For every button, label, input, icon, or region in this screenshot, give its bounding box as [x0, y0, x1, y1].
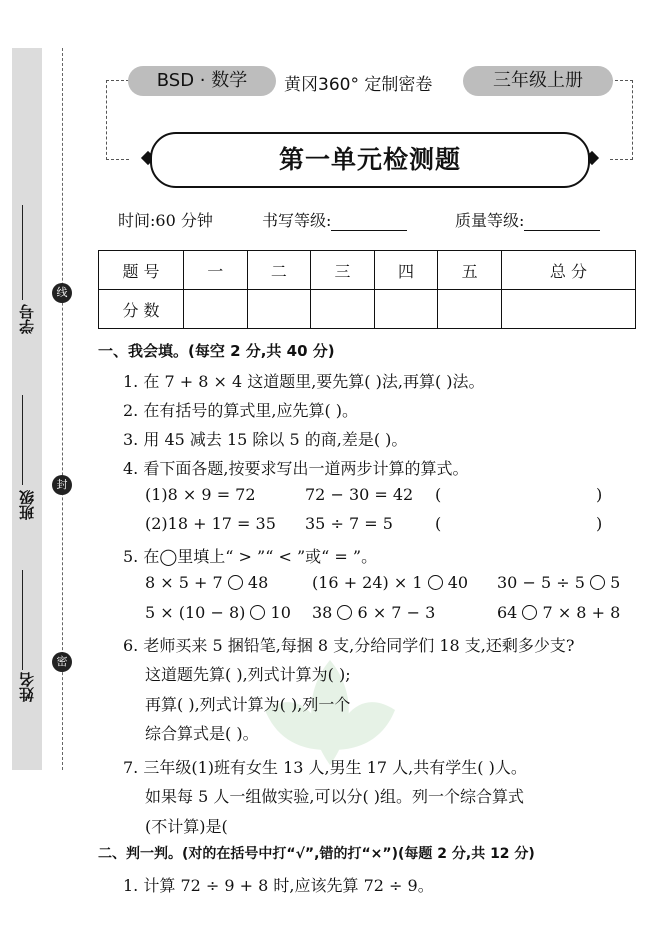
- score-table: [98, 250, 636, 329]
- compare-item: [497, 603, 620, 622]
- score-cell[interactable]: [311, 290, 375, 329]
- section1-title: 一、我会填。(每空 2 分,共 40 分): [98, 342, 335, 360]
- compare-circle[interactable]: [522, 605, 537, 620]
- compare-item: [497, 573, 620, 592]
- compare-left: 38: [312, 603, 333, 622]
- compare-circle[interactable]: [228, 575, 243, 590]
- time-info: 时间:60 分钟: [118, 211, 213, 230]
- compare-left: 8 × 5 + 7: [145, 573, 223, 592]
- page-title: 第一单元检测题: [150, 132, 590, 188]
- name-label: 姓名: [18, 672, 36, 702]
- compare-item: [312, 603, 435, 622]
- score-header-cell: 四: [374, 251, 438, 290]
- seal-mi: 密: [52, 652, 72, 672]
- q1-4-2a: (2)18 + 17 = 35: [145, 514, 276, 533]
- brand-text: 黄冈360° 定制密卷: [284, 75, 433, 95]
- q1-6-line1: 6. 老师买来 5 捆铅笔,每捆 8 支,分给同学们 18 支,还剩多少支?: [123, 636, 575, 655]
- score-header-cell: 三: [311, 251, 375, 290]
- writing-grade: [262, 208, 407, 231]
- binding-strip: [12, 48, 42, 770]
- grade-pill: 三年级上册: [463, 66, 613, 96]
- score-header-cell: 题 号: [99, 251, 184, 290]
- score-header-cell: 五: [438, 251, 502, 290]
- score-header-cell: 总 分: [501, 251, 635, 290]
- q1-2: 2. 在有括号的算式里,应先算( )。: [123, 401, 359, 420]
- answer-paren-open: (: [435, 485, 442, 504]
- compare-item: [312, 573, 468, 592]
- q1-7-line1: 7. 三年级(1)班有女生 13 人,男生 17 人,共有学生( )人。: [123, 758, 527, 777]
- q1-4: 4. 看下面各题,按要求写出一道两步计算的算式。: [123, 459, 469, 478]
- q1-6-line4: 综合算式是( )。: [145, 724, 259, 743]
- score-cell[interactable]: [438, 290, 502, 329]
- q1-6-line3: 再算( ),列式计算为( ),列一个: [145, 695, 351, 714]
- score-cell[interactable]: [374, 290, 438, 329]
- writing-grade-label: 书写等级:: [262, 211, 332, 230]
- q2-1: 1. 计算 72 ÷ 9 + 8 时,应该先算 72 ÷ 9。: [123, 876, 434, 895]
- compare-right: 5: [610, 573, 621, 592]
- q1-5: 5. 在◯里填上“ > ”“ < ”或“ = ”。: [123, 547, 378, 566]
- seal-feng: 封: [52, 475, 72, 495]
- compare-right: 48: [247, 573, 269, 592]
- q1-7-line2: 如果每 5 人一组做实验,可以分( )组。列一个综合算式: [145, 787, 525, 806]
- score-table-header-row: [99, 251, 636, 290]
- q1-4-1a: (1)8 × 9 = 72: [145, 485, 256, 504]
- name-line: [22, 570, 23, 670]
- score-header-cell: 二: [247, 251, 311, 290]
- subject-pill: BSD · 数学: [128, 66, 276, 96]
- quality-grade-blank[interactable]: [524, 214, 600, 231]
- seal-xian: 线: [52, 283, 72, 303]
- quality-grade: [455, 208, 600, 231]
- compare-left: (16 + 24) × 1: [312, 573, 423, 592]
- class-label: 班级: [18, 490, 36, 520]
- score-header-cell: 一: [184, 251, 248, 290]
- compare-item: [145, 603, 291, 622]
- compare-right: 7 × 8 + 8: [542, 603, 621, 622]
- answer-paren-open: (: [435, 514, 442, 533]
- compare-right: 40: [447, 573, 469, 592]
- q1-6-line2: 这道题先算( ),列式计算为( );: [145, 665, 351, 684]
- q1-7-line3: (不计算)是(: [145, 817, 228, 836]
- score-cell[interactable]: [247, 290, 311, 329]
- quality-grade-label: 质量等级:: [455, 211, 525, 230]
- compare-right: 10: [270, 603, 291, 622]
- student-no-label: 学号: [18, 304, 36, 334]
- compare-circle[interactable]: [590, 575, 605, 590]
- compare-circle[interactable]: [250, 605, 265, 620]
- compare-left: 64: [497, 603, 518, 622]
- header-bracket-left: [106, 80, 129, 160]
- compare-circle[interactable]: [428, 575, 443, 590]
- writing-grade-blank[interactable]: [331, 214, 407, 231]
- student-no-line: [22, 205, 23, 300]
- compare-left: 5 × (10 − 8): [145, 603, 246, 622]
- answer-paren-close: ): [596, 485, 603, 504]
- compare-left: 30 − 5 ÷ 5: [497, 573, 585, 592]
- q1-4-1b: 72 − 30 = 42: [305, 485, 414, 504]
- score-cell[interactable]: [184, 290, 248, 329]
- score-table-score-row: [99, 290, 636, 329]
- class-line: [22, 395, 23, 485]
- answer-paren-close: ): [596, 514, 603, 533]
- score-row-label: 分 数: [99, 290, 184, 329]
- compare-item: [145, 573, 268, 592]
- q1-3: 3. 用 45 减去 15 除以 5 的商,差是( )。: [123, 430, 408, 449]
- header-bracket-right: [610, 80, 633, 160]
- q1-4-2b: 35 ÷ 7 = 5: [305, 514, 393, 533]
- compare-right: 6 × 7 − 3: [357, 603, 436, 622]
- compare-circle[interactable]: [337, 605, 352, 620]
- section2-title: 二、判一判。(对的在括号中打“√”,错的打“×”)(每题 2 分,共 12 分): [98, 846, 535, 862]
- score-cell[interactable]: [501, 290, 635, 329]
- q1-1: 1. 在 7 + 8 × 4 这道题里,要先算( )法,再算( )法。: [123, 372, 485, 391]
